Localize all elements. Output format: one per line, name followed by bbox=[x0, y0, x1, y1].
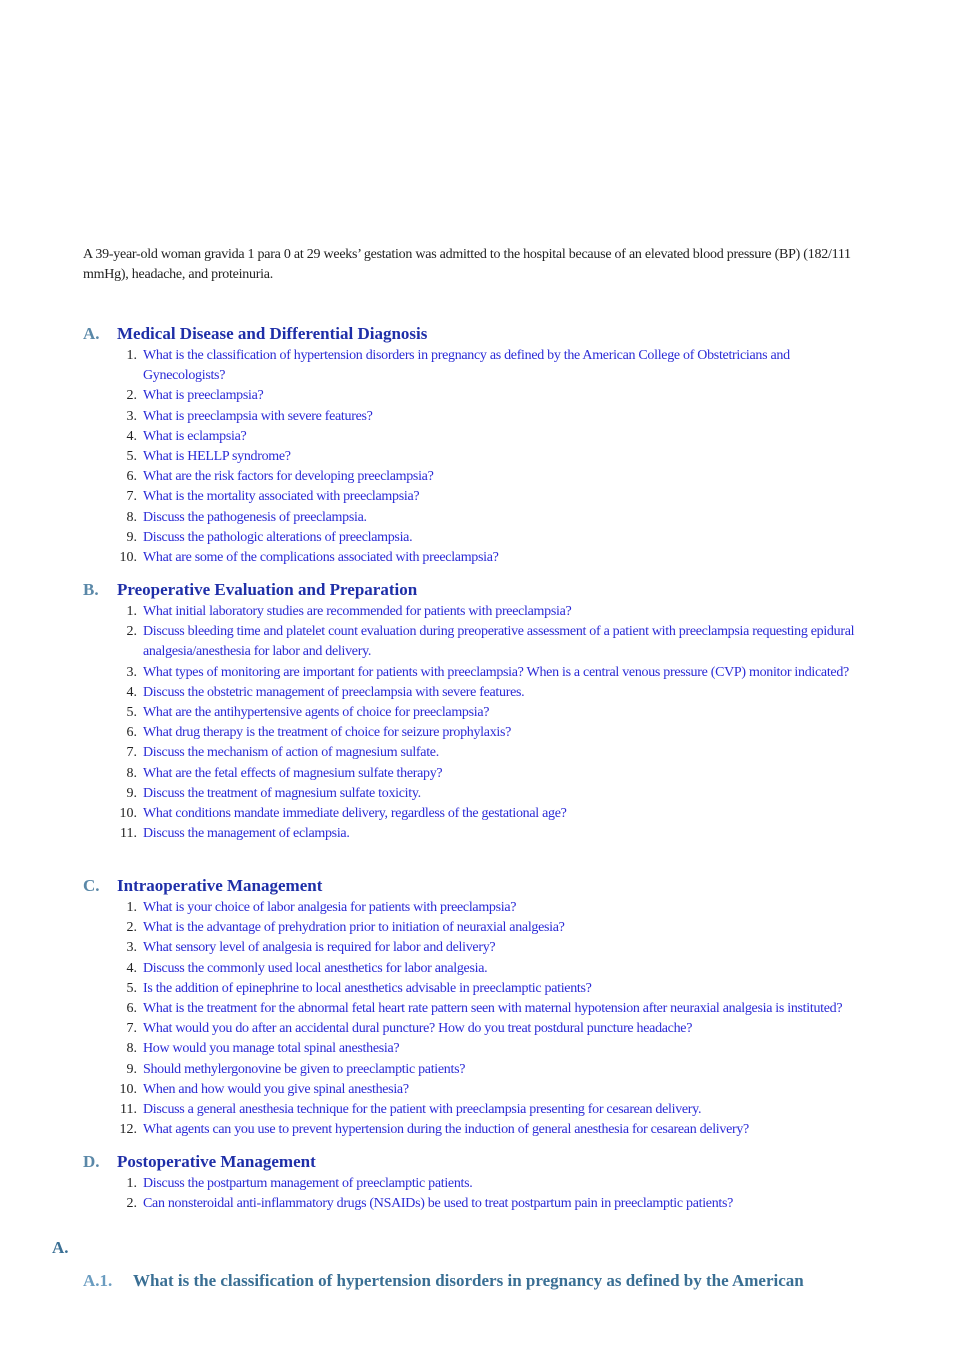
question-text: What is the advantage of prehydration prior to initiation of neuraxial analgesia? bbox=[143, 920, 565, 936]
question-number: 2. bbox=[126, 388, 137, 404]
question-item bbox=[83, 1039, 913, 1059]
question-text: What are the fetal effects of magnesium sulfate therapy? bbox=[143, 765, 443, 781]
question-item bbox=[83, 427, 843, 447]
question-number: 5. bbox=[126, 980, 137, 996]
question-item bbox=[83, 508, 843, 528]
question-text: What conditions mandate immediate delivery, regardless of the gestational age? bbox=[143, 806, 567, 822]
question-item bbox=[83, 1174, 913, 1194]
question-item bbox=[83, 1080, 913, 1100]
question-number: 1. bbox=[126, 604, 137, 619]
question-text: What agents can you use to prevent hypertension during the induction of general anesthesia for cesarean delivery? bbox=[143, 1122, 749, 1138]
question-list bbox=[83, 1174, 913, 1214]
answer-subheading-number: A.1. bbox=[83, 1271, 113, 1290]
section-title: Postoperative Management bbox=[117, 1152, 316, 1171]
section-title: Medical Disease and Differential Diagnosis bbox=[117, 324, 428, 343]
section-c bbox=[83, 874, 913, 1140]
question-item bbox=[83, 1194, 913, 1214]
section-heading bbox=[83, 1150, 913, 1174]
question-number: 12. bbox=[119, 1122, 137, 1138]
question-number: 9. bbox=[126, 529, 137, 545]
question-number: 1. bbox=[126, 900, 137, 915]
question-text: What sensory level of analgesia is required for labor and delivery? bbox=[143, 940, 496, 956]
question-text: What are the risk factors for developing preeclampsia? bbox=[143, 469, 434, 485]
section-title: Preoperative Evaluation and Preparation bbox=[117, 580, 418, 599]
question-item bbox=[83, 386, 843, 406]
question-text: What is the treatment for the abnormal fetal heart rate pattern seen with maternal hypotension after neuraxial analgesia is instituted? bbox=[143, 1001, 843, 1017]
question-item bbox=[83, 898, 913, 918]
question-number: 6. bbox=[126, 1001, 137, 1017]
question-item bbox=[83, 346, 843, 386]
section-b bbox=[83, 578, 873, 844]
question-item bbox=[83, 979, 913, 999]
case-intro: A 39-year-old woman gravida 1 para 0 at 29 weeks’ gestation was admitted to the hospital because of an elevated blood pressure (BP) (182/111 mmHg), headache, and proteinuria. bbox=[83, 247, 851, 282]
answer-section-letter: A. bbox=[52, 1238, 69, 1257]
question-item bbox=[83, 938, 913, 958]
question-item bbox=[83, 528, 843, 548]
question-number: 4. bbox=[126, 684, 137, 700]
question-list bbox=[83, 898, 913, 1140]
question-text: What would you do after an accidental dural puncture? How do you treat postdural puncture headache? bbox=[143, 1021, 693, 1037]
question-item bbox=[83, 602, 873, 622]
question-text: What is preeclampsia with severe features? bbox=[143, 408, 373, 424]
question-text: Can nonsteroidal anti-inflammatory drugs (NSAIDs) be used to treat postpartum pain in preeclamptic patients? bbox=[143, 1196, 734, 1212]
question-text: Discuss the pathogenesis of preeclampsia. bbox=[143, 509, 367, 525]
section-heading bbox=[83, 874, 913, 898]
question-item bbox=[83, 622, 873, 662]
question-text: What are the antihypertensive agents of choice for preeclampsia? bbox=[143, 705, 490, 721]
question-item bbox=[83, 824, 873, 844]
question-text: What is HELLP syndrome? bbox=[143, 449, 291, 465]
question-item bbox=[83, 743, 873, 763]
question-text: What is preeclampsia? bbox=[143, 388, 264, 404]
question-number: 2. bbox=[126, 920, 137, 936]
question-text: Should methylergonovine be given to preeclamptic patients? bbox=[143, 1061, 466, 1077]
section-letter: D. bbox=[83, 1152, 100, 1171]
question-number: 7. bbox=[126, 489, 137, 505]
section-title: Intraoperative Management bbox=[117, 876, 323, 895]
question-item bbox=[83, 663, 873, 683]
question-text: What are some of the complications associated with preeclampsia? bbox=[143, 550, 499, 566]
question-item bbox=[83, 959, 913, 979]
question-item bbox=[83, 1120, 913, 1140]
answer-subheading-text: What is the classification of hypertension disorders in pregnancy as defined by the American bbox=[133, 1271, 804, 1290]
section-a bbox=[83, 322, 913, 568]
question-number: 6. bbox=[126, 725, 137, 741]
question-number: 8. bbox=[126, 1041, 137, 1057]
question-number: 11. bbox=[120, 1102, 137, 1118]
question-number: 2. bbox=[126, 1196, 137, 1212]
question-list bbox=[83, 602, 873, 844]
question-item bbox=[83, 764, 873, 784]
question-number: 7. bbox=[126, 745, 137, 761]
question-item bbox=[83, 1019, 913, 1039]
question-text: Discuss the pathologic alterations of preeclampsia. bbox=[143, 529, 413, 545]
question-text: Discuss the treatment of magnesium sulfate toxicity. bbox=[143, 785, 421, 801]
question-number: 5. bbox=[126, 705, 137, 721]
question-number: 9. bbox=[126, 785, 137, 801]
question-item bbox=[83, 999, 913, 1019]
question-item bbox=[83, 1060, 913, 1080]
section-letter: A. bbox=[83, 324, 100, 343]
section-letter: C. bbox=[83, 876, 100, 895]
question-list bbox=[83, 346, 913, 568]
question-item bbox=[83, 784, 873, 804]
question-text: Discuss the postpartum management of preeclamptic patients. bbox=[143, 1176, 473, 1191]
question-number: 1. bbox=[126, 1176, 137, 1191]
question-item bbox=[83, 1100, 913, 1120]
question-number: 3. bbox=[126, 408, 137, 424]
question-number: 11. bbox=[120, 826, 137, 842]
question-item bbox=[83, 804, 873, 824]
question-item bbox=[83, 447, 843, 467]
question-number: 10. bbox=[119, 1081, 137, 1097]
question-item bbox=[83, 703, 873, 723]
question-text: Discuss the management of eclampsia. bbox=[143, 826, 350, 842]
question-number: 10. bbox=[119, 806, 137, 822]
question-text: Is the addition of epinephrine to local anesthetics advisable in preeclamptic patients? bbox=[143, 980, 592, 996]
question-text: What types of monitoring are important for patients with preeclampsia? When is a central venous pressure (CVP) monitor indicated? bbox=[143, 664, 849, 680]
question-text: Discuss the obstetric management of preeclampsia with severe features. bbox=[143, 684, 525, 700]
section-letter: B. bbox=[83, 580, 99, 599]
question-number: 3. bbox=[126, 940, 137, 956]
question-number: 4. bbox=[126, 960, 137, 976]
question-number: 9. bbox=[126, 1061, 137, 1077]
question-text: What drug therapy is the treatment of choice for seizure prophylaxis? bbox=[143, 725, 512, 741]
question-item bbox=[83, 487, 843, 507]
question-text: Discuss the commonly used local anesthetics for labor analgesia. bbox=[143, 960, 488, 976]
question-number: 4. bbox=[126, 428, 137, 444]
question-number: 6. bbox=[126, 469, 137, 485]
question-item bbox=[83, 407, 843, 427]
question-text: Discuss bleeding time and platelet count evaluation during preoperative assessment of a patient with preeclampsia requesting epidural analgesia/anesthesia for labor and delivery. bbox=[143, 624, 855, 660]
question-item bbox=[83, 467, 843, 487]
question-number: 2. bbox=[126, 624, 137, 640]
question-number: 5. bbox=[126, 449, 137, 465]
section-heading bbox=[83, 322, 913, 346]
question-item bbox=[83, 548, 843, 568]
answer-subheading bbox=[83, 1271, 943, 1291]
question-item bbox=[83, 918, 913, 938]
question-text: What is eclampsia? bbox=[143, 428, 247, 444]
question-text: How would you manage total spinal anesthesia? bbox=[143, 1041, 400, 1057]
question-number: 3. bbox=[126, 664, 137, 680]
question-text: Discuss a general anesthesia technique for the patient with preeclampsia presenting for cesarean delivery. bbox=[143, 1102, 702, 1118]
question-text: What initial laboratory studies are recommended for patients with preeclampsia? bbox=[143, 604, 572, 619]
question-number: 8. bbox=[126, 765, 137, 781]
question-text: Discuss the mechanism of action of magnesium sulfate. bbox=[143, 745, 439, 761]
question-number: 1. bbox=[126, 348, 137, 363]
question-number: 7. bbox=[126, 1021, 137, 1037]
question-text: What is the mortality associated with preeclampsia? bbox=[143, 489, 420, 505]
question-item bbox=[83, 723, 873, 743]
section-heading bbox=[83, 578, 873, 602]
question-number: 8. bbox=[126, 509, 137, 525]
question-item bbox=[83, 683, 873, 703]
section-d bbox=[83, 1150, 913, 1214]
question-text: What is your choice of labor analgesia for patients with preeclampsia? bbox=[143, 900, 517, 915]
question-text: What is the classification of hypertension disorders in pregnancy as defined by the American College of Obstetricians and Gynecologists? bbox=[143, 348, 790, 384]
question-number: 10. bbox=[119, 550, 137, 566]
question-text: When and how would you give spinal anesthesia? bbox=[143, 1081, 409, 1097]
